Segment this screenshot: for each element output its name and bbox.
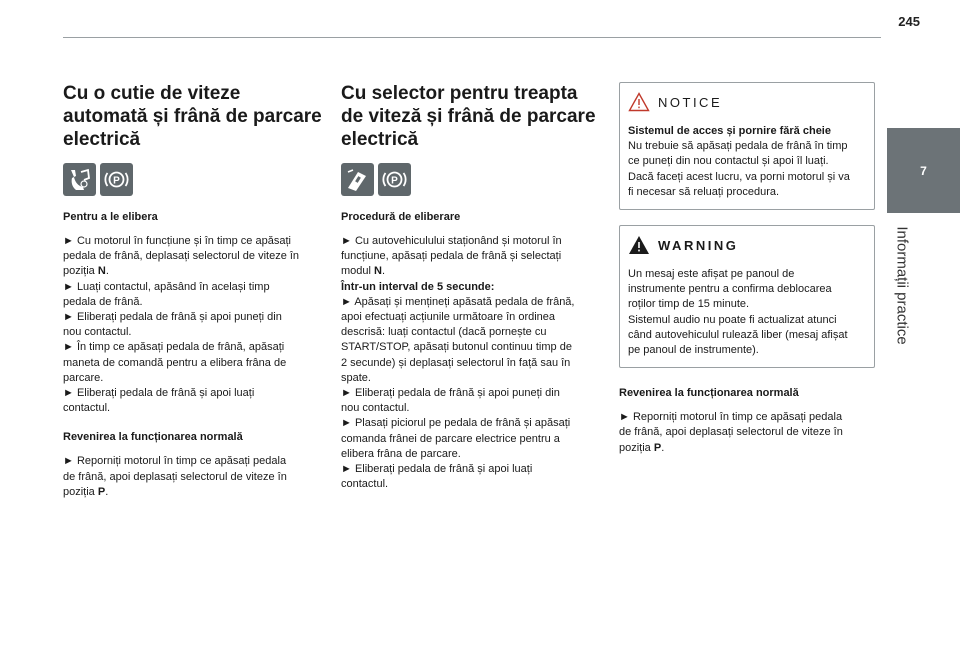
normal-operation-steps: ► Reporniți motorul în timp ce apăsați pedala de frână, apoi deplasați selectorul de viteze în poziția P. — [63, 455, 287, 498]
warning-triangle-icon — [628, 235, 650, 255]
column-automatic-gearbox — [63, 82, 325, 500]
chapter-tab[interactable] — [887, 128, 960, 213]
parking-brake-icon — [378, 163, 411, 196]
gear-selector-icon — [341, 163, 374, 196]
warning-title: WARNING — [628, 235, 866, 255]
section-title-1: Cu o cutie de viteze automată și frână de parcare electrică — [63, 83, 322, 150]
header-divider — [63, 37, 881, 38]
chapter-number: 7 — [920, 163, 927, 178]
warning-body: Un mesaj este afișat pe panoul de instrumente pentru a confirma deblocarea roților timp de 15 minute. Sistemul audio nu poate fi actualizat atunci când autovehiculul rulează liber (mesaj afișat pe panoul de instrumente). — [628, 268, 848, 357]
page-number: 245 — [898, 14, 920, 29]
icon-row — [63, 163, 325, 196]
normal-operation-heading: Revenirea la funcționarea normală — [63, 431, 243, 444]
column-gear-selector — [341, 82, 603, 492]
release-heading: Pentru a le elibera — [63, 211, 158, 223]
release-procedure-steps: ► Cu autovehiculului staționând și motorul în funcțiune, apăsați pedala de frână și selectați modul N. Într-un interval de 5 secunde: ► Apăsați și mențineți apăsată pedala de frână, apoi efectuați acțiunile următoare în ordinea descrisă: luați contactul (dacă pornește cu START/STOP, apăsați butonul continuu timp de 2 secunde) și deplasați selectorul în față sau în spate. ► Eliberați pedala de frână și apoi puneți din nou contactul. ► Plasați piciorul pe pedala de frână și apăsați comanda frânei de parcare electrice pentru a elibera frâna de parcare. ► Eliberați pedala de frână și apoi luați contactul. — [341, 234, 603, 492]
warning-box — [619, 225, 875, 368]
svg-text:P: P — [391, 175, 398, 187]
chapter-title: Informații practice — [893, 225, 911, 345]
notice-triangle-icon — [628, 92, 650, 112]
foot-on-brake-pedal-icon — [63, 163, 96, 196]
section-title-2: Cu selector pentru treapta de viteză și frână de parcare electrică — [341, 83, 596, 150]
notice-body: Sistemul de acces și pornire fără cheie Nu trebuie să apăsați pedala de frână în timp ce puneți din nou contactul și apoi îl luați. Dacă faceți acest lucru, va porni motorul și va fi necesar să reluați procedura. — [628, 125, 850, 198]
svg-text:P: P — [113, 175, 120, 187]
normal-operation-steps-2: ► Reporniți motorul în timp ce apăsați pedala de frână, apoi deplasați selectorul de viteze în poziția P. — [619, 411, 843, 454]
column-notes — [619, 82, 875, 456]
icon-row — [341, 163, 603, 196]
normal-operation-heading-2: Revenirea la funcționarea normală — [619, 387, 799, 400]
release-procedure-heading: Procedură de eliberare — [341, 211, 461, 223]
notice-title: NOTICE — [628, 92, 866, 112]
interval-heading: Într-un interval de 5 secunde: — [341, 280, 495, 293]
parking-brake-icon — [100, 163, 133, 196]
notice-box — [619, 82, 875, 210]
release-steps: ► Cu motorul în funcțiune și în timp ce apăsați pedala de frână, deplasați selectorul de viteze în poziția N. ► Luați contactul, apăsând în același timp pedala de frână. ► Eliberați pedala de frână și apoi puneți din nou contactul. ► În timp ce apăsați pedala de frână, apăsați maneta de comandă pentru a elibera frâna de parcare. ► Eliberați pedala de frână și apoi luați contactul. — [63, 235, 300, 415]
